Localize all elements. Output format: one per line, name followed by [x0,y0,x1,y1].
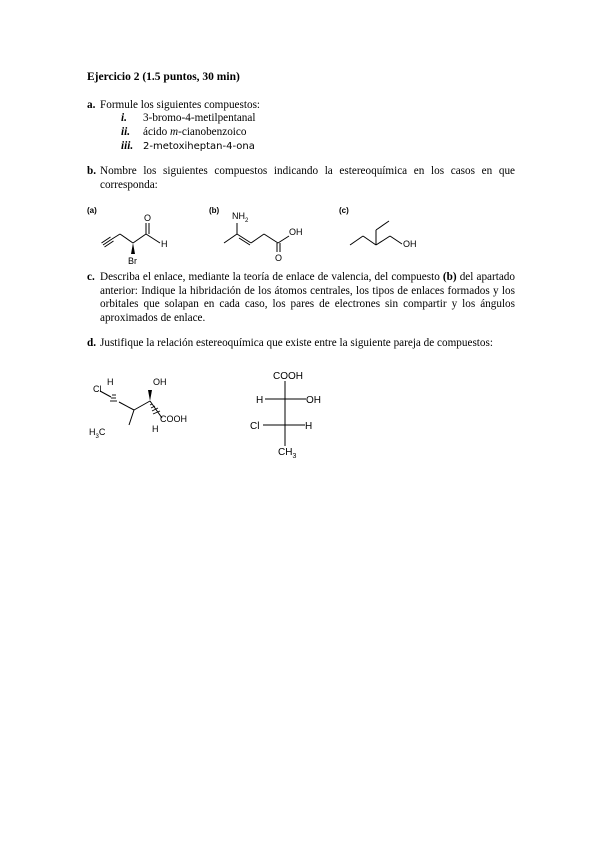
structures-b [0,195,599,265]
atom-nh2: $NH_2$ [232,211,249,224]
atom-oh: OH [306,395,321,406]
atom-oh: OH [403,239,417,249]
structure-c-tag: (c) [339,206,349,215]
exercise-title: Ejercicio 2 (1.5 puntos, 30 min) [87,71,240,83]
atom-cl: Cl [93,384,102,394]
question-a [87,99,515,113]
question-a-label: a. [87,99,96,111]
question-a-text: Formule los siguientes compuestos: [100,99,261,111]
hashed-bond [110,395,117,401]
question-c [87,271,515,325]
wedge-bond [131,243,135,254]
item-number: i. [121,112,127,124]
item-text: 2-metoxiheptan-4-ona [143,141,255,152]
structure-d-right [263,381,306,446]
atom-h: H [305,421,313,432]
atom-h: H [161,239,168,249]
item-text: ácido m-cianobenzoico [143,126,247,138]
structure-a-tag: (a) [87,206,97,215]
atom-o: O [144,213,152,223]
structure-a [102,223,161,247]
question-b-label: b. [87,165,97,177]
atom-h: H [107,377,114,387]
question-c-label: c. [87,271,95,283]
atom-br: Br [128,256,137,265]
question-d [87,337,515,351]
atom-oh: OH [289,227,303,237]
structures-d [0,365,599,465]
structure-b [224,223,289,252]
wedge-bond [148,390,152,401]
question-b-text: Nombre los siguientes compuestos indicando la estereoquímica en los casos en que corresponda: [100,165,515,191]
atom-h: H [256,395,264,406]
atom-ch3: $H_3C$ [89,427,106,440]
atom-cooh: COOH [160,414,187,424]
question-c-text: Describa el enlace, mediante la teoría de enlace de valencia, del compuesto (b) del apartado anterior: Indique la hibridación de los átomos centrales, los tipos de enlaces formados y los orbitales que solapan en cada caso, los pares de electrones sin compartir y los ángulos aproximados de enlace. [100,271,515,324]
structure-c [350,221,402,245]
atom-oh: OH [153,377,167,387]
question-d-label: d. [87,337,97,349]
item-number: ii. [121,126,131,138]
structure-b-tag: (b) [209,206,220,215]
atom-cooh: COOH [273,371,303,382]
item-text: 3-bromo-4-metilpentanal [143,112,256,124]
item-number: iii. [121,140,134,152]
atom-o: O [275,253,283,263]
question-d-text: Justifique la relación estereoquímica que existe entre la siguiente pareja de compuestos: [100,337,493,349]
atom-h: H [152,424,159,434]
atom-ch3: $CH_3$ [278,447,297,460]
structure-d-left [100,391,150,425]
question-b [87,165,515,192]
atom-cl: Cl [250,421,260,432]
